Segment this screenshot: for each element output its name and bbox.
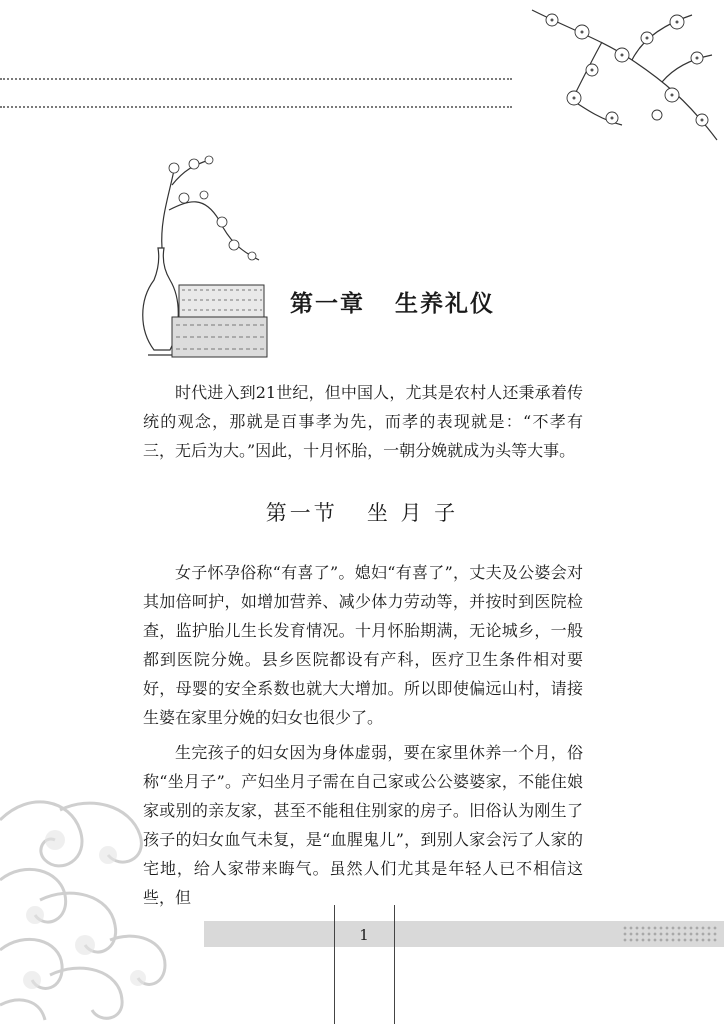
body-paragraph: 女子怀孕俗称“有喜了”。媳妇“有喜了”，丈夫及公婆会对其加倍呵护，如增加营养、减少体力劳动等，并按时到医院检查，监护胎儿生长发育情况。十月怀胎期满，无论城乡，一般都到医院分娩。县乡医院都设有产科，医疗卫生条件相对要好，母婴的安全系数也就大大增加。所以即使偏远山村，请接生婆在家里分娩的妇女也很少了。 xyxy=(143,563,583,727)
footer-dot-pattern xyxy=(622,925,718,943)
vase-and-books-icon xyxy=(134,150,274,362)
header-dotted-rule-bottom xyxy=(0,106,512,108)
plum-blossom-icon xyxy=(512,0,724,150)
footer-rule-left xyxy=(334,905,335,1024)
section-title: 第一节 坐 月 子 xyxy=(265,501,459,525)
page-number: 1 xyxy=(359,926,369,944)
intro-paragraph: 时代进入到21世纪，但中国人，尤其是农村人还秉承着传统的观念，那就是百事孝为先，而孝的表现就是：“不孝有三，无后为大。”因此，十月怀胎，一朝分娩就成为头等大事。 xyxy=(143,383,583,460)
footer-rule-right xyxy=(394,905,395,1024)
chapter-title: 第一章 生养礼仪 xyxy=(290,290,496,317)
body-paragraph: 生完孩子的妇女因为身体虚弱，要在家里休养一个月，俗称“坐月子”。产妇坐月子需在自己家或公公婆婆家，不能住娘家或别的亲友家，甚至不能租住别家的房子。旧俗认为刚生了孩子的妇女血气未复，是“血腥鬼儿”，到别人家会污了人家的宅地，给人家带来晦气。虽然人们尤其是年轻人已不相信这些，但 xyxy=(143,743,583,907)
header-dotted-rule-top xyxy=(0,78,512,80)
cloud-pattern-icon xyxy=(0,790,200,1024)
